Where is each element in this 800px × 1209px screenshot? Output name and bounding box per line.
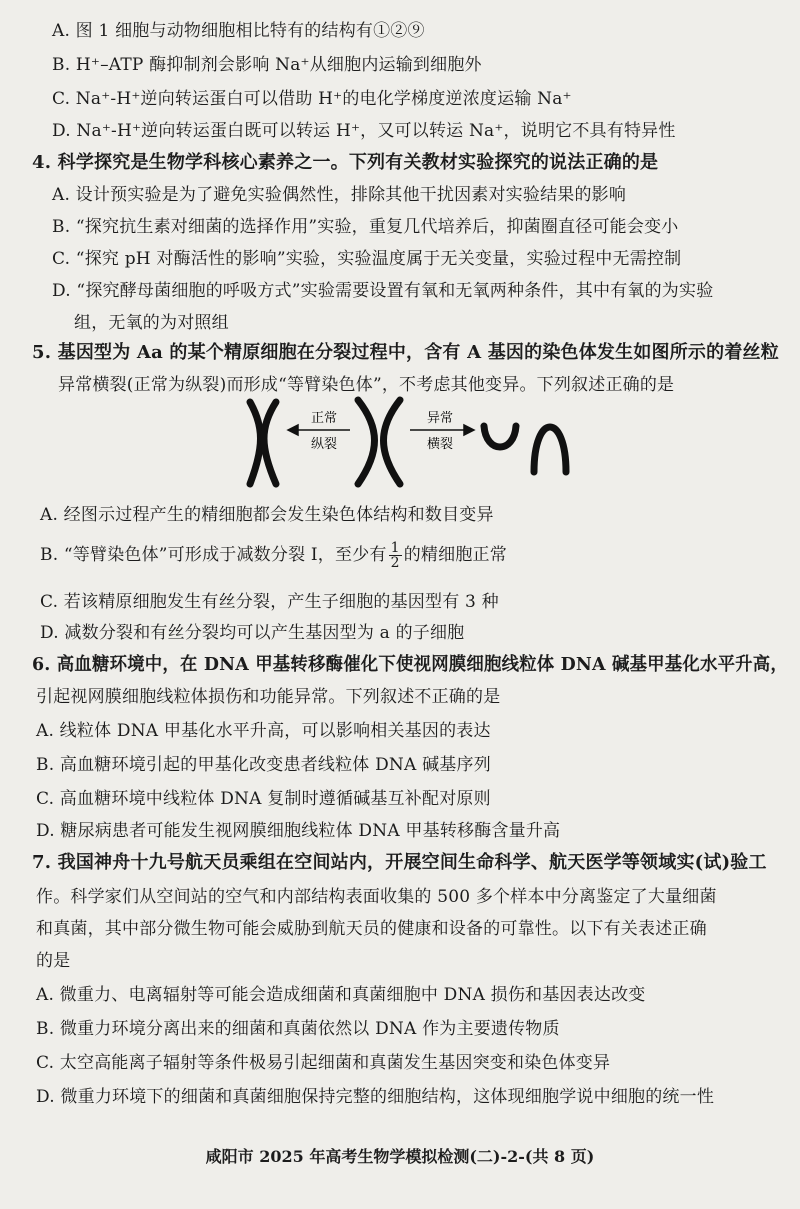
normal-split-arrow [288,425,350,435]
chromosome-figure [230,392,590,492]
abnormal-label: 异常 [426,411,454,426]
q7-option-d: D. 微重力环境下的细菌和真菌细胞保持完整的细胞结构，这体现细胞学说中细胞的统一性 [36,1087,715,1107]
q5-option-b-pre: B. “等臂染色体”可形成于减数分裂 I，至少有 [40,545,387,565]
q5-option-b-post: 的精细胞正常 [403,545,507,565]
q4-option-d-line1: D. “探究酵母菌细胞的呼吸方式”实验需要设置有氧和无氧两种条件，其中有氧的为实验 [52,281,714,301]
page-footer: 咸阳市 2025 年高考生物学模拟检测(二)-2-(共 8 页) [205,1147,595,1166]
q3-option-c: C. Na⁺-H⁺逆向转运蛋白可以借助 H⁺的电化学梯度逆浓度运输 Na⁺ [52,89,572,109]
q6-option-b: B. 高血糖环境引起的甲基化改变患者线粒体 DNA 碱基序列 [36,755,491,775]
longitudinal-split-label: 纵裂 [310,437,338,452]
q3-option-b: B. H⁺–ATP 酶抑制剂会影响 Na⁺从细胞内运输到细胞外 [52,55,482,75]
q6-stem-line1: 6. 高血糖环境中，在 DNA 甲基转移酶催化下使视网膜细胞线粒体 DNA 碱基甲基化水平升高， [32,654,788,675]
fraction-one-half: $\frac{1}{2}$ [390,540,400,571]
q6-option-c: C. 高血糖环境中线粒体 DNA 复制时遵循碱基互补配对原则 [36,789,491,809]
q7-stem-line2: 作。科学家们从空间站的空气和内部结构表面收集的 500 多个样本中分离鉴定了大量细菌 [36,887,717,907]
abnormal-split-arrow [410,425,474,435]
q5-stem-line2: 异常横裂(正常为纵裂)而形成“等臂染色体”，不考虑其他变异。下列叙述正确的是 [58,375,675,395]
q7-option-b: B. 微重力环境分离出来的细菌和真菌依然以 DNA 作为主要遗传物质 [36,1019,560,1039]
transverse-split-label: 横裂 [426,437,454,452]
q6-stem-line2: 引起视网膜细胞线粒体损伤和功能异常。下列叙述不正确的是 [36,687,501,707]
q7-stem-line1: 7. 我国神舟十九号航天员乘组在空间站内，开展空间生命科学、航天医学等领域实(试)验工 [32,852,767,873]
q7-option-a: A. 微重力、电离辐射等可能会造成细菌和真菌细胞中 DNA 损伤和基因表达改变 [36,985,646,1005]
isochromosomes [484,426,566,472]
normal-label: 正常 [310,411,338,426]
q5-option-b [40,541,507,570]
q5-stem-line1: 5. 基因型为 Aa 的某个精原细胞在分裂过程中，含有 A 基因的染色体发生如图所示的着丝粒 [32,342,779,363]
q4-option-c: C. “探究 pH 对酶活性的影响”实验，实验温度属于无关变量，实验过程中无需控制 [52,249,682,269]
q6-option-a: A. 线粒体 DNA 甲基化水平升高，可以影响相关基因的表达 [36,721,491,741]
q4-stem: 4. 科学探究是生物学科核心素养之一。下列有关教材实验探究的说法正确的是 [32,152,659,173]
q3-option-d: D. Na⁺-H⁺逆向转运蛋白既可以转运 H⁺，又可以转运 Na⁺，说明它不具有特异性 [52,121,676,141]
q5-option-a: A. 经图示过程产生的精细胞都会发生染色体结构和数目变异 [40,505,494,525]
q3-option-a: A. 图 1 细胞与动物细胞相比特有的结构有①②⑨ [52,21,425,41]
q6-option-d: D. 糖尿病患者可能发生视网膜细胞线粒体 DNA 甲基转移酶含量升高 [36,821,561,841]
normal-split-chromosomes [250,402,276,484]
q7-stem-line3: 和真菌，其中部分微生物可能会威胁到航天员的健康和设备的可靠性。以下有关表述正确 [36,919,707,939]
q5-option-d: D. 减数分裂和有丝分裂均可以产生基因型为 a 的子细胞 [40,623,465,643]
q4-option-b: B. “探究抗生素对细菌的选择作用”实验，重复几代培养后，抑菌圈直径可能会变小 [52,217,679,237]
q7-stem-line4: 的是 [36,951,71,971]
q4-option-a: A. 设计预实验是为了避免实验偶然性，排除其他干扰因素对实验结果的影响 [52,185,627,205]
q4-option-d-line2: 组，无氧的为对照组 [74,313,229,333]
q7-option-c: C. 太空高能离子辐射等条件极易引起细菌和真菌发生基因突变和染色体变异 [36,1053,611,1073]
original-chromosome [358,400,400,484]
q5-option-c: C. 若该精原细胞发生有丝分裂，产生子细胞的基因型有 3 种 [40,592,499,612]
